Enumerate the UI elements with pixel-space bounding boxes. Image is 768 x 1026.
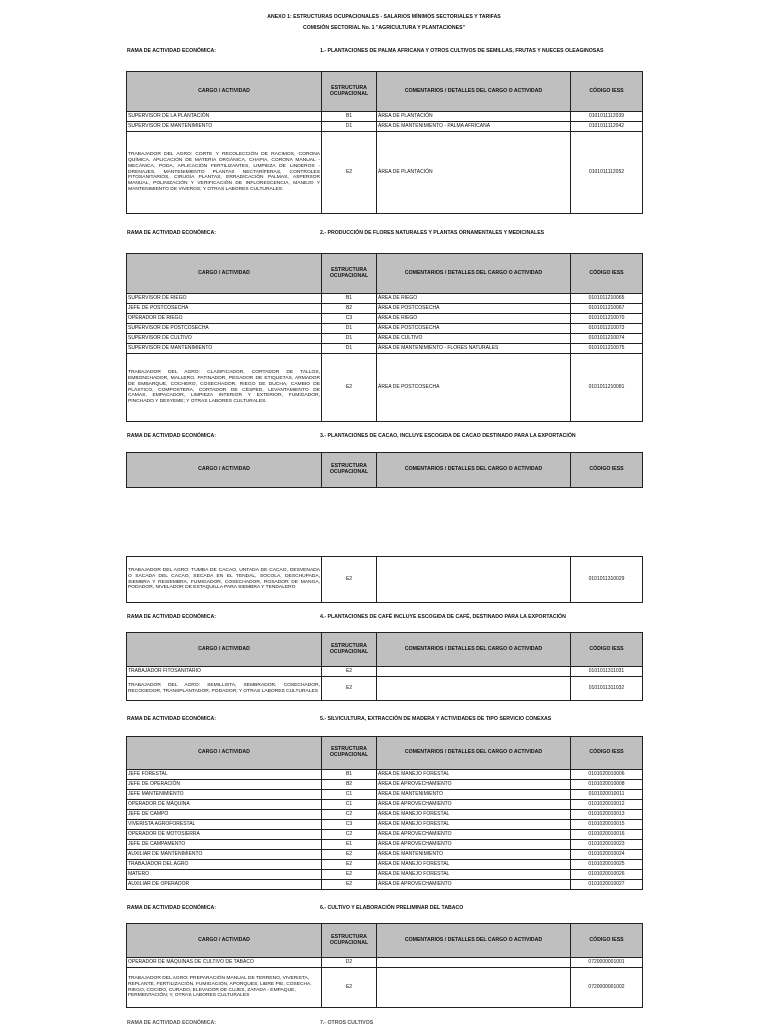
annex-title: ANEXO 1: ESTRUCTURAS OCUPACIONALES - SALARIOS MÍNIMOS SECTORIALES Y TARIFAS xyxy=(267,14,501,20)
cell-comentario: ÁREA DE MANEJO FORESTAL xyxy=(377,770,571,780)
cell-codigo: 0101020010015 xyxy=(571,820,643,830)
cell-comentario: ÁREA DE CULTIVO xyxy=(377,334,571,344)
cell-comentario: ÁREA DE RIEGO xyxy=(377,294,571,304)
header-comentarios: COMENTARIOS / DETALLES DEL CARGO O ACTIVIDAD xyxy=(377,254,571,294)
cell-cargo: TRABAJADOR DEL AGRO: CORTE Y RECOLECCIÓN DE RACIMOS, CORONA QUÍMICA, APLICACIÓN DE MATERIA ORGÁNICA, CHAPIA, CORONA MANUAL - MECÁNICA, PODA, APLICACIÓN FERTILIZANTES, LIMPIEZA DE LINDEROS - DRENAJES, MANTENIMIENTO PLANTAS NECTARÍFERAS, CONTROLES FITOSANITARIOS, CIRUGÍA PLANTAS, ERRADICACIÓN PALMAS, ASPERSOR MANUAL, POLINIZACIÓN Y VERIFICACIÓN DE INFLORESCENCIA, MANEJO Y MANTENIMIENTO DE VIVEROS; Y OTRAS LABORES CULTURALES. xyxy=(127,132,322,214)
table-header-row xyxy=(127,737,643,770)
section-4-title: 4.- PLANTACIONES DE CAFÉ INCLUYE ESCOGIDA DE CAFÉ, DESTINADO PARA LA EXPORTACIÓN xyxy=(320,614,566,620)
cell-cargo: JEFE DE POSTCOSECHA xyxy=(127,304,322,314)
cell-cargo: MATERO xyxy=(127,870,322,880)
cell-comentario: ÁREA DE MANTENIMIENTO - PALMA AFRICANA xyxy=(377,122,571,132)
cell-estructura: E1 xyxy=(322,840,377,850)
cell-codigo: 0101020010025 xyxy=(571,860,643,870)
header-comentarios: COMENTARIOS / DETALLES DEL CARGO O ACTIVIDAD xyxy=(377,737,571,770)
cell-codigo: 0101020010027 xyxy=(571,880,643,890)
cell-cargo: TRABAJADOR FITOSANITARIO xyxy=(127,667,322,677)
cell-codigo: 0101011210073 xyxy=(571,324,643,334)
cell-cargo: OPERADOR DE MÁQUINA xyxy=(127,800,322,810)
table-row xyxy=(127,790,643,800)
cell-codigo: 0101020010026 xyxy=(571,870,643,880)
header-comentarios: COMENTARIOS / DETALLES DEL CARGO O ACTIVIDAD xyxy=(377,633,571,667)
header-cargo: CARGO / ACTIVIDAD xyxy=(127,72,322,112)
cell-cargo: JEFE DE OPERACIÓN xyxy=(127,780,322,790)
header-cargo: CARGO / ACTIVIDAD xyxy=(127,453,322,488)
header-estructura: ESTRUCTURA OCUPACIONAL xyxy=(322,737,377,770)
table-row xyxy=(127,334,643,344)
section-5-title: 5.- SILVICULTURA, EXTRACCIÓN DE MADERA Y ACTIVIDADES DE TIPO SERVICIO CONEXAS xyxy=(320,716,552,722)
table-row xyxy=(127,677,643,701)
cell-cargo: AUXILIAR DE OPERADOR xyxy=(127,880,322,890)
header-estructura: ESTRUCTURA OCUPACIONAL xyxy=(322,72,377,112)
header-cargo: CARGO / ACTIVIDAD xyxy=(127,254,322,294)
table-row xyxy=(127,344,643,354)
table-header-row xyxy=(127,254,643,294)
cell-codigo: 0101011311032 xyxy=(571,677,643,701)
section-2-title: 2.- PRODUCCIÓN DE FLORES NATURALES Y PLANTAS ORNAMENTALES Y MEDICINALES xyxy=(320,230,545,236)
cell-codigo: 0101011210075 xyxy=(571,344,643,354)
cell-estructura: C3 xyxy=(322,314,377,324)
cell-estructura: B1 xyxy=(322,770,377,780)
cell-estructura: C1 xyxy=(322,800,377,810)
table-row xyxy=(127,112,643,122)
table-header-row xyxy=(127,453,643,488)
table-row xyxy=(127,810,643,820)
cell-comentario: ÁREA DE MANTENIMIENTO xyxy=(377,850,571,860)
cell-comentario: ÁREA DE MANEJO FORESTAL xyxy=(377,820,571,830)
cell-cargo: TRABAJADOR DEL AGRO: TUMBA DE CACAO, UNTADA DE CACAO, DESVENADA O SACADA DEL CACAO, SECADA EN EL TENDAL, SOCOLA, DESCHUPADA, SIEMBRA Y RESIEMBRA, FUMIGADOR, COSECHADOR, ROSADOR DE MANGA, PODADOR, NIVELADOR DE ESTAQUILLA PARA SIEMBRA Y TENDALERO xyxy=(127,557,322,603)
table-row xyxy=(127,122,643,132)
cell-estructura: D1 xyxy=(322,122,377,132)
cell-comentario xyxy=(377,667,571,677)
cell-codigo: 0101020010011 xyxy=(571,790,643,800)
cell-codigo: 0720000001001 xyxy=(571,958,643,968)
cell-estructura: E2 xyxy=(322,132,377,214)
section-5-table xyxy=(126,736,643,890)
cell-estructura: B2 xyxy=(322,304,377,314)
cell-estructura: D1 xyxy=(322,334,377,344)
table-header-row xyxy=(127,633,643,667)
table-row xyxy=(127,958,643,968)
section-1-table xyxy=(126,71,643,214)
cell-cargo: TRABAJADOR DEL AGRO: PREPARACIÓN MANUAL DE TERRENO, VIVERISTA, REPLANTE, FERTILIZACIÓN, FUMIGACIÓN, APORQUES, LIBRE PIE, COSECHA, RIEGO, COCIDO, CURADO, ELEVADOR DE CUJES, ZAFADA - EMPAQUE, FERMENTACIÓN; Y, OTRAS LABORES CULTURALES xyxy=(127,968,322,1008)
section-2-rama-label: RAMA DE ACTIVIDAD ECONÓMICA: xyxy=(127,230,216,236)
cell-comentario xyxy=(377,677,571,701)
section-2-table xyxy=(126,253,643,422)
section-6-rama-label: RAMA DE ACTIVIDAD ECONÓMICA: xyxy=(127,905,216,911)
cell-codigo: 0101011210070 xyxy=(571,314,643,324)
cell-cargo: TRABAJADOR DEL AGRO: SEMILLISTA, SEMBRADOR, COSECHADOR, RECOGEDOR, TRANSPLANTADOR, PODADOR; Y OTRAS LABORES CULTURALES xyxy=(127,677,322,701)
cell-estructura: D2 xyxy=(322,958,377,968)
section-4-rama-label: RAMA DE ACTIVIDAD ECONÓMICA: xyxy=(127,614,216,620)
section-4-table xyxy=(126,632,643,701)
cell-codigo: 0101011112052 xyxy=(571,132,643,214)
cell-estructura: E2 xyxy=(322,850,377,860)
section-6-table xyxy=(126,923,643,1008)
section-3-header-table xyxy=(126,452,643,488)
cell-cargo: JEFE MANTENIMIENTO xyxy=(127,790,322,800)
cell-cargo: JEFE DE CAMPO xyxy=(127,810,322,820)
cell-codigo: 0101011210065 xyxy=(571,294,643,304)
cell-estructura: B1 xyxy=(322,294,377,304)
header-estructura: ESTRUCTURA OCUPACIONAL xyxy=(322,453,377,488)
cell-cargo: SUPERVISOR DE CULTIVO xyxy=(127,334,322,344)
cell-codigo: 0101020010016 xyxy=(571,830,643,840)
header-codigo: CÓDIGO IESS xyxy=(571,633,643,667)
cell-estructura: D1 xyxy=(322,324,377,334)
cell-comentario: ÁREA DE PLANTACIÓN xyxy=(377,132,571,214)
header-cargo: CARGO / ACTIVIDAD xyxy=(127,737,322,770)
cell-codigo: 0720000001002 xyxy=(571,968,643,1008)
cell-cargo: AUXILIAR DE MANTENIMIENTO xyxy=(127,850,322,860)
header-estructura: ESTRUCTURA OCUPACIONAL xyxy=(322,633,377,667)
table-row xyxy=(127,132,643,214)
table-row xyxy=(127,850,643,860)
cell-cargo: VIVERISTA AGROFORESTAL xyxy=(127,820,322,830)
cell-estructura: B1 xyxy=(322,112,377,122)
commission-title: COMISIÓN SECTORIAL No. 1 "AGRICULTURA Y PLANTACIONES" xyxy=(302,25,466,31)
cell-estructura: D1 xyxy=(322,344,377,354)
table-row xyxy=(127,830,643,840)
table-row xyxy=(127,880,643,890)
table-row xyxy=(127,354,643,422)
cell-codigo: 0101011210067 xyxy=(571,304,643,314)
section-7-rama-label: RAMA DE ACTIVIDAD ECONÓMICA: xyxy=(127,1020,216,1026)
header-comentarios: COMENTARIOS / DETALLES DEL CARGO O ACTIVIDAD xyxy=(377,924,571,958)
cell-codigo: 0101020010006 xyxy=(571,770,643,780)
table-row xyxy=(127,314,643,324)
cell-comentario: ÁREA DE APROVECHAMIENTO xyxy=(377,840,571,850)
table-row xyxy=(127,780,643,790)
header-cargo: CARGO / ACTIVIDAD xyxy=(127,924,322,958)
cell-codigo: 0101011112042 xyxy=(571,122,643,132)
cell-cargo: SUPERVISOR DE MANTENIMIENTO xyxy=(127,344,322,354)
section-3-rama-label: RAMA DE ACTIVIDAD ECONÓMICA: xyxy=(127,433,216,439)
section-3-title: 3.- PLANTACIONES DE CACAO, INCLUYE ESCOGIDA DE CACAO DESTINADO PARA LA EXPORTACIÓN xyxy=(320,433,576,439)
header-estructura: ESTRUCTURA OCUPACIONAL xyxy=(322,254,377,294)
table-row xyxy=(127,667,643,677)
table-header-row xyxy=(127,72,643,112)
cell-codigo: 0101011311031 xyxy=(571,667,643,677)
cell-codigo: 0101011210074 xyxy=(571,334,643,344)
section-5-rama-label: RAMA DE ACTIVIDAD ECONÓMICA: xyxy=(127,716,216,722)
header-codigo: CÓDIGO IESS xyxy=(571,254,643,294)
header-estructura: ESTRUCTURA OCUPACIONAL xyxy=(322,924,377,958)
section-1-rama-label: RAMA DE ACTIVIDAD ECONÓMICA: xyxy=(127,48,216,54)
cell-estructura: C1 xyxy=(322,790,377,800)
cell-comentario xyxy=(377,958,571,968)
cell-comentario: ÁREA DE RIEGO xyxy=(377,314,571,324)
cell-estructura: E2 xyxy=(322,860,377,870)
cell-comentario: ÁREA DE MANEJO FORESTAL xyxy=(377,810,571,820)
cell-comentario xyxy=(377,557,571,603)
cell-estructura: E2 xyxy=(322,870,377,880)
section-6-title: 6.- CULTIVO Y ELABORACIÓN PRELIMINAR DEL TABACO xyxy=(320,905,464,911)
cell-comentario: ÁREA DE MANTENIMIENTO - FLORES NATURALES xyxy=(377,344,571,354)
section-1-title: 1.- PLANTACIONES DE PALMA AFRICANA Y OTROS CULTIVOS DE SEMILLAS, FRUTAS Y NUECES OLEAGINOSAS xyxy=(320,48,604,54)
cell-cargo: TRABAJADOR DEL AGRO: CLASIFICADOR, CORTADOR DE TALLOS, EMBONCHADOR, MALLERO, PATINADOR, PEGADOR DE ETIQUETAS, ARMADOR DE EMBARQUE, COCHERO, COSECHADOR, RIEGO DE DUCHA, CAMBIO DE PLÁSTICO, COMPOSTERA, CORTADOR DE CÉSPED, LEVANTAMIENTO DE CAMAS, EMPACADOR, LIMPIEZA INTERIOR Y EXTERIOR, FUMIGADOR, PINCHADO Y DESYEME; Y OTRAS LABORES CULTURALES. xyxy=(127,354,322,422)
header-codigo: CÓDIGO IESS xyxy=(571,72,643,112)
table-row xyxy=(127,304,643,314)
cell-comentario: ÁREA DE POSTCOSECHA xyxy=(377,324,571,334)
cell-comentario: ÁREA DE POSTCOSECHA xyxy=(377,304,571,314)
cell-comentario: ÁREA DE APROVECHAMIENTO xyxy=(377,800,571,810)
cell-cargo: OPERADOR DE MÁQUINAS DE CULTIVO DE TABACO xyxy=(127,958,322,968)
header-comentarios: COMENTARIOS / DETALLES DEL CARGO O ACTIVIDAD xyxy=(377,72,571,112)
table-row xyxy=(127,968,643,1008)
cell-estructura: C2 xyxy=(322,810,377,820)
cell-cargo: SUPERVISOR DE RIEGO xyxy=(127,294,322,304)
cell-codigo: 0101020010008 xyxy=(571,780,643,790)
cell-cargo: OPERADOR DE MOTOSIERRA xyxy=(127,830,322,840)
table-row xyxy=(127,557,643,603)
header-cargo: CARGO / ACTIVIDAD xyxy=(127,633,322,667)
table-header-row xyxy=(127,924,643,958)
header-codigo: CÓDIGO IESS xyxy=(571,924,643,958)
cell-cargo: OPERADOR DE RIEGO xyxy=(127,314,322,324)
cell-comentario: ÁREA DE POSTCOSECHA xyxy=(377,354,571,422)
cell-cargo: SUPERVISOR DE LA PLANTACIÓN xyxy=(127,112,322,122)
cell-cargo: TRABAJADOR DEL AGRO xyxy=(127,860,322,870)
cell-estructura: E2 xyxy=(322,667,377,677)
cell-codigo: 0101020010012 xyxy=(571,800,643,810)
cell-comentario: ÁREA DE APROVECHAMIENTO xyxy=(377,880,571,890)
cell-codigo: 0101020010024 xyxy=(571,850,643,860)
table-row xyxy=(127,860,643,870)
cell-comentario: ÁREA DE APROVECHAMIENTO xyxy=(377,780,571,790)
cell-estructura: C3 xyxy=(322,820,377,830)
cell-estructura: B2 xyxy=(322,780,377,790)
cell-comentario: ÁREA DE MANTENIMIENTO xyxy=(377,790,571,800)
header-codigo: CÓDIGO IESS xyxy=(571,737,643,770)
cell-cargo: JEFE FORESTAL xyxy=(127,770,322,780)
cell-comentario: ÁREA DE APROVECHAMIENTO xyxy=(377,830,571,840)
cell-estructura: E2 xyxy=(322,354,377,422)
cell-codigo: 0101011310029 xyxy=(571,557,643,603)
cell-comentario: ÁREA DE MANEJO FORESTAL xyxy=(377,870,571,880)
cell-cargo: JEFE DE CAMPAMENTO xyxy=(127,840,322,850)
table-row xyxy=(127,840,643,850)
header-codigo: CÓDIGO IESS xyxy=(571,453,643,488)
section-3-table xyxy=(126,556,643,603)
table-row xyxy=(127,324,643,334)
section-7-title: 7.- OTROS CULTIVOS xyxy=(320,1020,374,1026)
table-row xyxy=(127,800,643,810)
cell-estructura: E2 xyxy=(322,557,377,603)
cell-estructura: E2 xyxy=(322,968,377,1008)
cell-cargo: SUPERVISOR DE MANTENIMIENTO xyxy=(127,122,322,132)
table-row xyxy=(127,294,643,304)
table-row xyxy=(127,770,643,780)
cell-codigo: 0101020010013 xyxy=(571,810,643,820)
cell-codigo: 0101011112039 xyxy=(571,112,643,122)
cell-comentario: ÁREA DE MANEJO FORESTAL xyxy=(377,860,571,870)
cell-comentario xyxy=(377,968,571,1008)
cell-estructura: C2 xyxy=(322,830,377,840)
cell-cargo: SUPERVISOR DE POSTCOSECHA xyxy=(127,324,322,334)
cell-codigo: 0101020010023 xyxy=(571,840,643,850)
cell-estructura: E2 xyxy=(322,880,377,890)
cell-comentario: ÁREA DE PLANTACIÓN xyxy=(377,112,571,122)
cell-estructura: E2 xyxy=(322,677,377,701)
table-row xyxy=(127,870,643,880)
cell-codigo: 0101011210081 xyxy=(571,354,643,422)
table-row xyxy=(127,820,643,830)
header-comentarios: COMENTARIOS / DETALLES DEL CARGO O ACTIVIDAD xyxy=(377,453,571,488)
